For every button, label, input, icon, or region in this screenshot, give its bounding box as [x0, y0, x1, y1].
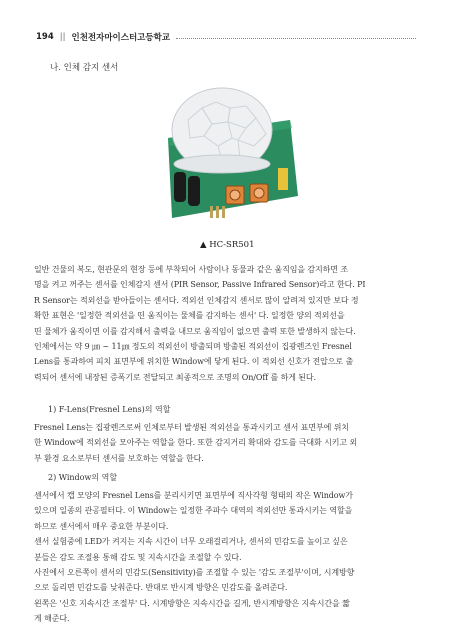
intro-line: R Sensor는 적외선을 받아들이는 센서다. 적외선 인체감지 센서로 많이 알려져 있지만 보다 정 — [34, 295, 359, 305]
figure-caption: ▲ HC-SR501 — [200, 240, 255, 250]
section1-paragraph — [34, 420, 418, 466]
intro-line: 일반 건물의 복도, 현관문의 현장 등에 부착되어 사람이나 동물과 같은 움직임을 감지하면 조 — [34, 265, 348, 274]
intro-line: 명을 켜고 꺼주는 센서를 인체감지 센서 (PIR Sensor, Passive Infrared Sensor)라고 한다. PI — [34, 280, 366, 290]
section2-line: 왼쪽은 '신호 지속시간 조절부' 다. 시계방향은 지속시간을 길게, 반시계방향은 지속시간을 짧 — [34, 598, 350, 608]
pir-sensor-image — [150, 78, 300, 226]
page-number: 194 — [36, 32, 54, 42]
intro-paragraph — [34, 262, 418, 385]
intro-line: 띤 물체가 움직이면 이를 감지해서 출력을 내므로 움직임이 없으면 출력 또한 발생하지 않는다. — [34, 326, 356, 336]
section-title: 나. 인체 감지 센서 — [50, 63, 119, 73]
header-separator: || — [59, 32, 66, 42]
sensor-figure — [150, 78, 300, 226]
section2-line: 분들은 감도 조절용 통해 감도 및 지속시간을 조절할 수 있다. — [34, 552, 242, 562]
section1-title: 1) F-Lens(Fresnel Lens)의 역할 — [48, 405, 171, 414]
header-dotted-rule — [176, 38, 416, 39]
section2-line: 으로 돌리면 민감도를 낮춰준다. 반대로 반시계 방향은 민감도를 올려준다. — [34, 583, 288, 593]
section2-line: 사진에서 오른쪽이 센서의 민감도(Sensitivity)를 조절할 수 있는 '감도 조절부'이며, 시계방향 — [34, 568, 355, 578]
intro-line: 확한 표현은 '일정한 적외선을 띤 움직이는 물체를 감지하는 센서' 다. 일정한 양의 적외선을 — [34, 311, 345, 321]
intro-line: 력되어 센서에 내장된 증폭기로 전달되고 최종적으로 조명의 On/Off 를 하게 된다. — [34, 372, 316, 382]
section2-line: 센서에서 캡 모양의 Fresnel Lens를 분리시키면 표면부에 직사각형 형태의 작은 Window가 — [34, 491, 353, 500]
school-name: 인천전자마이스터고등학교 — [71, 33, 171, 43]
section2-line: 하므로 센서에서 매우 중요한 부분이다. — [34, 521, 169, 531]
section2-line: 있으며 일종의 관공필터다. 이 Window는 일정한 주파수 대역의 적외선만 통과시키는 역할을 — [34, 506, 353, 516]
section2-paragraph — [34, 488, 418, 627]
section1-line: Fresnel Lens는 집광렌즈로써 인체로부터 발생된 적외선을 통과시키고 센서 표면부에 위치 — [34, 423, 349, 432]
intro-line: Lens를 통과하여 피치 표면부에 위치한 Window에 닿게 된다. 이 적외선 신호가 전압으로 출 — [34, 357, 354, 367]
section2-line: 센서 실험중에 LED가 켜지는 지속 시간이 너무 오래걸리거나, 센서의 민감도를 높이고 싶은 — [34, 537, 348, 547]
section1-line: 한 Window에 적외선을 모아주는 역할을 한다. 또한 감지거리 확대와 감도를 극대화 시키고 외 — [34, 438, 358, 448]
section1-line: 부 환경 요소로부터 센서를 보호하는 역할을 한다. — [34, 453, 204, 463]
section2-line: 게 해준다. — [34, 614, 70, 624]
page-header — [36, 30, 416, 44]
section2-title: 2) Window의 역할 — [48, 473, 118, 482]
intro-line: 인체에서는 약 9 ㎛ ~ 11㎛ 정도의 적외선이 방출되며 방출된 적외선이 집광렌즈인 Fresnel — [34, 342, 352, 352]
